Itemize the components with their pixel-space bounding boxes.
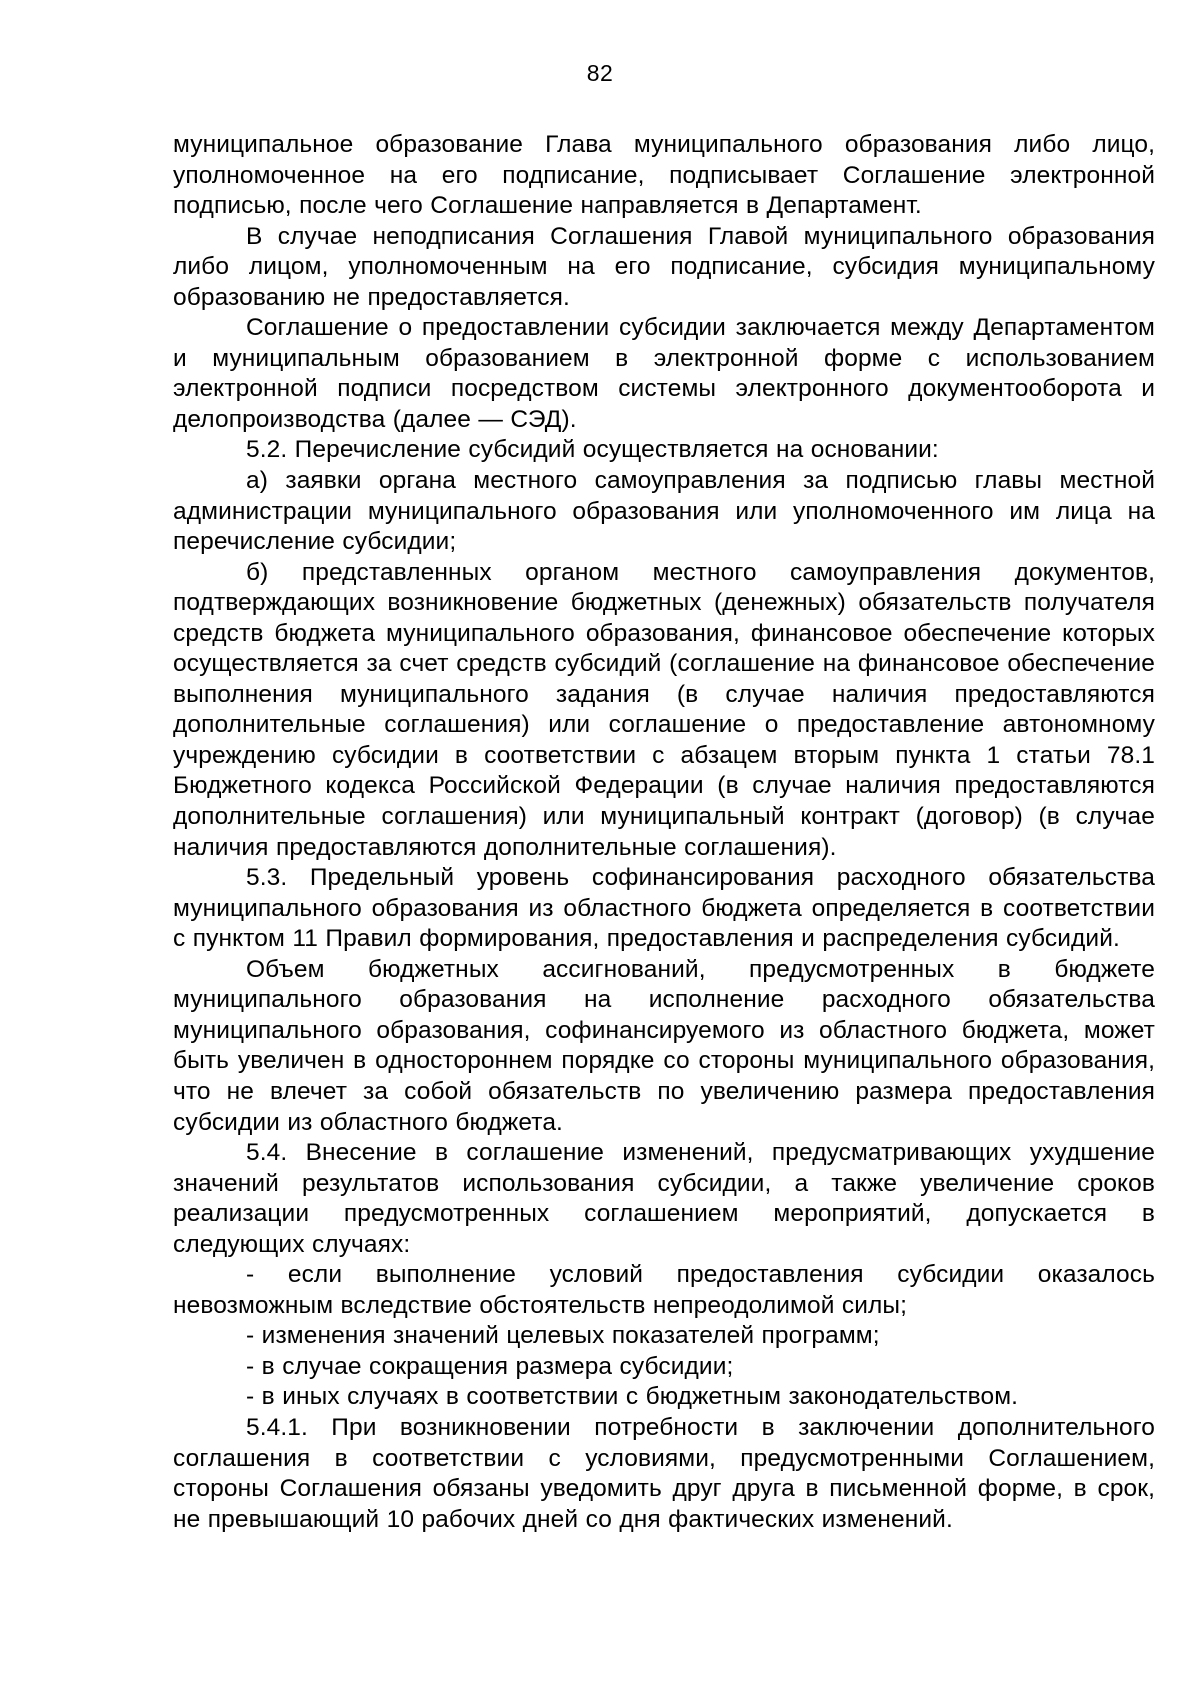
- paragraph: Объем бюджетных ассигнований, предусмотренных в бюджете муниципального образования на исполнение расходного обязательства муниципального образования, софинансируемого из областного бюджета, может быть увеличен в одностороннем порядке со стороны муниципального образования, что не влечет за собой обязательств по увеличению размера предоставления субсидии из областного бюджета.: [173, 955, 1155, 1136]
- page-number: 82: [586, 60, 614, 86]
- section-5-3: 5.3. Предельный уровень софинансирования расходного обязательства муниципального образования из областного бюджета определяется в соответствии с пунктом 11 Правил формирования, предоставления и распределения субсидий.: [173, 864, 1155, 953]
- list-item-dash: - в иных случаях в соответствии с бюджетным законодательством.: [246, 1383, 1019, 1411]
- paragraph: В случае неподписания Соглашения Главой муниципального образования либо лицом, уполномоченным на его подписание, субсидия муниципальному образованию не предоставляется.: [173, 222, 1155, 311]
- paragraph: муниципальное образование Глава муниципального образования либо лицо, уполномоченное на его подписание, подписывает Соглашение электронной подписью, после чего Соглашение направляется в Департамент.: [173, 131, 1155, 220]
- document-body: [173, 130, 1155, 1535]
- list-item-a: а) заявки органа местного самоуправления за подписью главы местной администрации муниципального образования или уполномоченного им лица на перечисление субсидии;: [173, 467, 1155, 556]
- list-item-b: б) представленных органом местного самоуправления документов, подтверждающих возникновение бюджетных (денежных) обязательств получателя средств бюджета муниципального образования, финансовое обеспечение которых осуществляется за счет средств субсидий (соглашение на финансовое обеспечение выполнения муниципального задания (в случае наличия предоставляются дополнительные соглашения) или соглашение о предоставление автономному учреждению субсидии в соответствии с абзацем вторым пункта 1 статьи 78.1 Бюджетного кодекса Российской Федерации (в случае наличия предоставляются дополнительные соглашения) или муниципальный контракт (договор) (в случае наличия предоставляются дополнительные соглашения).: [173, 558, 1155, 861]
- section-5-4: 5.4. Внесение в соглашение изменений, предусматривающих ухудшение значений результатов использования субсидии, а также увеличение сроков реализации предусмотренных соглашением мероприятий, допускается в следующих случаях:: [173, 1139, 1155, 1258]
- list-item-dash: - изменения значений целевых показателей программ;: [246, 1322, 880, 1350]
- list-item-dash: - в случае сокращения размера субсидии;: [246, 1352, 734, 1380]
- paragraph: Соглашение о предоставлении субсидии заключается между Департаментом и муниципальным образованием в электронной форме с использованием электронной подписи посредством системы электронного документооборота и делопроизводства (далее — СЭД).: [173, 314, 1155, 433]
- list-item-dash: - если выполнение условий предоставления субсидии оказалось невозможным вследствие обстоятельств непреодолимой силы;: [173, 1261, 1155, 1319]
- section-heading-5-2: 5.2. Перечисление субсидий осуществляется на основании:: [246, 436, 939, 464]
- section-5-4-1: 5.4.1. При возникновении потребности в заключении дополнительного соглашения в соответствии с условиями, предусмотренными Соглашением, стороны Соглашения обязаны уведомить друг друга в письменной форме, в срок, не превышающий 10 рабочих дней со дня фактических изменений.: [173, 1413, 1155, 1533]
